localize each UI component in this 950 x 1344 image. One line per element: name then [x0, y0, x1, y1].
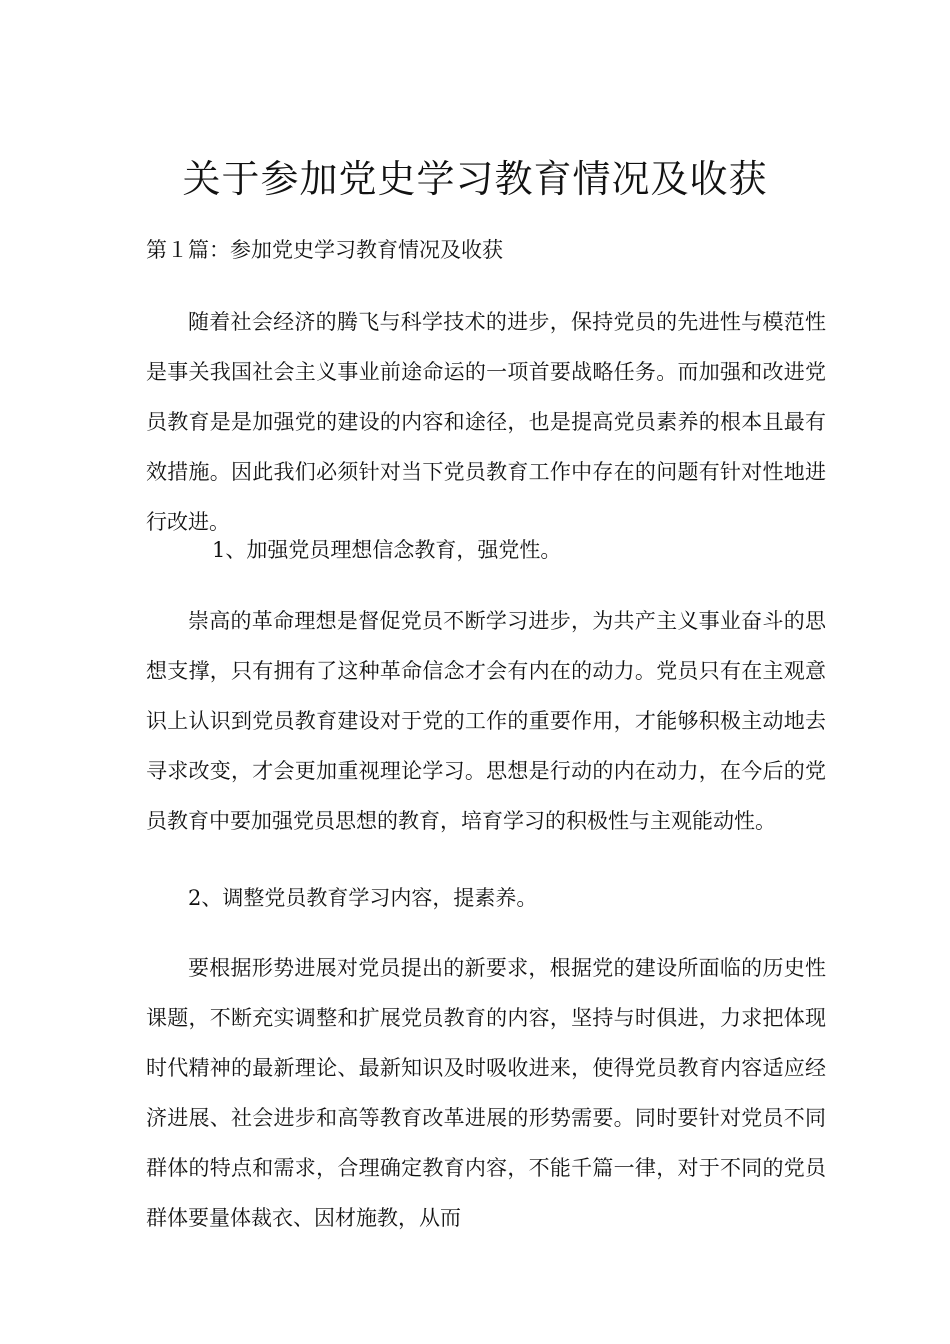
body-paragraph-2: 崇高的革命理想是督促党员不断学习进步，为共产主义事业奋斗的思想支撑，只有拥有了这种革命信念才会有内在的动力。党员只有在主观意识上认识到党员教育建设对于党的工作的重要作用，才能够积极主动地去寻求改变，才会更加重视理论学习。思想是行动的内在动力，在今后的党员教育中要加强党员思想的教育，培育学习的积极性与主观能动性。 — [146, 609, 826, 833]
body-paragraph-3: 要根据形势进展对党员提出的新要求，根据党的建设所面临的历史性课题，不断充实调整和扩展党员教育的内容，坚持与时俱进，力求把体现时代精神的最新理论、最新知识及时吸收进来，使得党员教育内容适应经济进展、社会进步和高等教育改革进展的形势需要。同时要针对党员不同群体的特点和需求，合理确定教育内容，不能千篇一律，对于不同的党员群体要量体裁衣、因材施教，从而 — [146, 956, 826, 1230]
article-subtitle: 第１篇：参加党史学习教育情况及收获 — [146, 238, 503, 262]
document-title: 关于参加党史学习教育情况及收获 — [182, 157, 768, 202]
section-heading-1: 1、加强党员理想信念教育，强党性。 — [212, 538, 562, 562]
section-heading-2: 2、调整党员教育学习内容，提素养。 — [188, 886, 538, 910]
body-paragraph-1: 随着社会经济的腾飞与科学技术的进步，保持党员的先进性与模范性是事关我国社会主义事业前途命运的一项首要战略任务。而加强和改进党员教育是是加强党的建设的内容和途径，也是提高党员素养的根本且最有效措施。因此我们必须针对当下党员教育工作中存在的问题有针对性地进行改进。 — [146, 310, 826, 534]
